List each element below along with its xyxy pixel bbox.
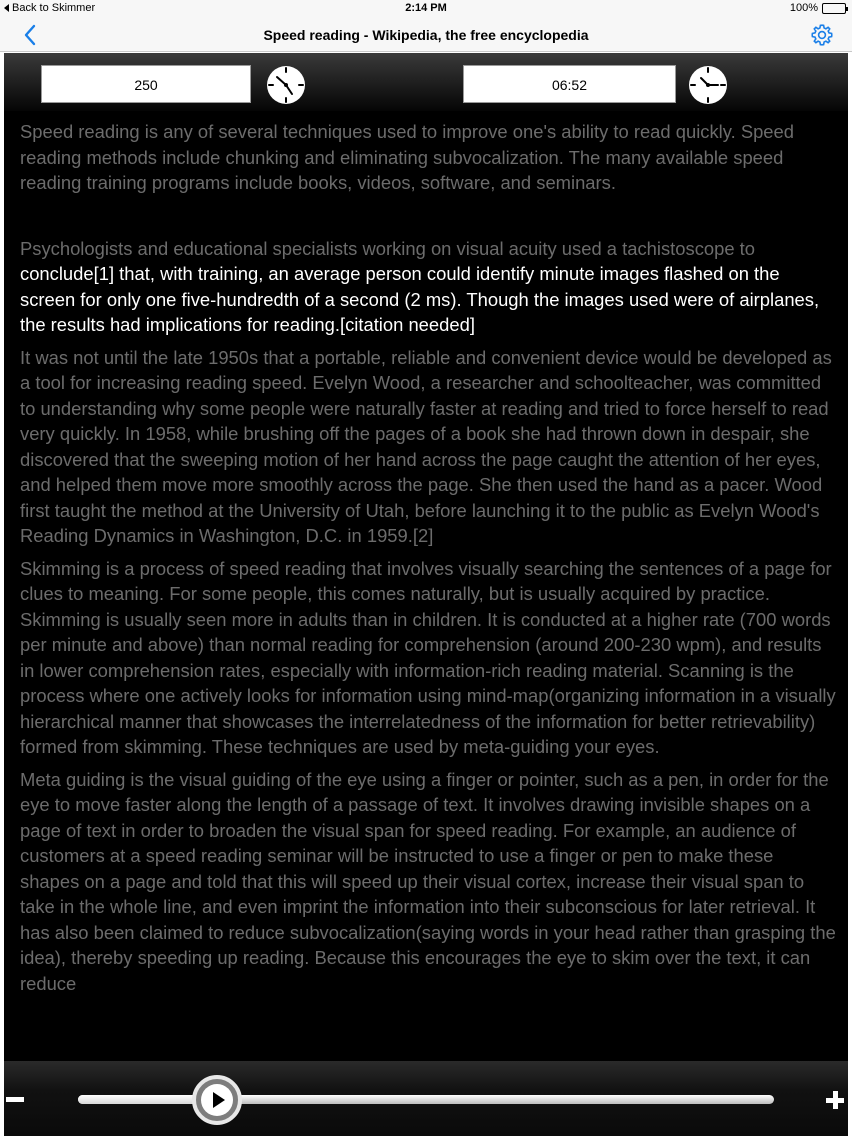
play-icon [213,1092,225,1108]
article-paragraph-5 [20,767,836,997]
reader-view [4,53,848,1061]
clock-icon [688,65,728,105]
play-button-inner [201,1084,233,1116]
article-text [20,119,836,1003]
current-reading-highlight: conclude[1] that, with training, an average person could identify minute images flashed on the screen for only one five-hundredth of a second (2 ms). Though the images used were of airplanes, the results had implications for reading.[citation needed] [20,263,820,335]
article-paragraph-4 [20,556,836,760]
battery-percent: 100% [789,2,818,14]
paragraph-text: Speed reading is any of several techniques used to improve one's ability to read quickly. Speed reading methods include chunking and eliminating subvocalization. The many available speed reading training programs include books, videos, software, and seminars. [20,121,794,193]
progress-slider[interactable] [78,1095,774,1104]
back-to-app-label: Back to Skimmer [12,2,96,14]
navigation-bar [0,18,852,52]
speed-clock-button[interactable] [266,65,306,105]
time-remaining-field[interactable]: 06:52 [463,65,676,103]
article-paragraph-3 [20,345,836,549]
status-time: 2:14 PM [405,2,447,14]
playback-bar [4,1061,848,1136]
article-paragraph-1 [20,119,836,196]
status-right [790,2,846,14]
timer-clock-button[interactable] [688,65,728,105]
paragraph-text: Skimming is a process of speed reading that involves visually searching the sentences of a page for clues to meaning. For some people, this comes naturally, but is usually acquired by practice. Skimming is usually seen more in adults than in children. It is conducted at a higher rate (700 words per minute and above) than normal reading for comprehension (around 200-230 wpm), and results in lower comprehension rates, especially with information-rich reading material. Scanning is the process where one actively looks for information using mind-map(organizing information in a visually hierarchical manner that showcases the interrelatedness of the information for better retrievability) formed from skimming. These techniques are used by meta-guiding your eyes. [20,557,836,757]
battery-icon [822,3,846,14]
words-per-minute-field[interactable]: 250 [41,65,251,103]
plus-icon[interactable] [826,1091,844,1109]
minus-icon[interactable] [6,1097,24,1102]
page-title: Speed reading - Wikipedia, the free encyclopedia [263,27,589,43]
paragraph-text: Psychologists and educational specialists working on visual acuity used a tachistoscope to [20,237,756,259]
play-button[interactable] [192,1075,242,1125]
paragraph-text: It was not until the late 1950s that a portable, reliable and convenient device would be developed as a tool for increasing reading speed. Evelyn Wood, a researcher and schoolteacher, was committed to understanding why some people were naturally faster at reading and tried to force herself to read very quickly. In 1958, while brushing off the pages of a book she had thrown down in despair, she discovered that the sweeping motion of her hand across the page caught the attention of her eyes, and helped them move more smoothly across the page. She then used the hand as a pacer. Wood first taught the method at the University of Utah, before launching it to the public as Evelyn Wood's Reading Dynamics in Washington, D.C. in 1959.[2] [20,346,832,546]
gear-icon [810,23,834,47]
paragraph-text: Meta guiding is the visual guiding of the eye using a finger or pointer, such as a pen, in order for the eye to move faster along the length of a passage of text. It involves drawing invisible shapes on a page of text in order to broaden the visual span for speed reading. For example, an audience of customers at a speed reading seminar will be instructed to use a finger or pen to make these shapes on a page and told that this will speed up their visual cortex, increase their visual span to take in the whole line, and even imprint the information into their subconscious for later retrieval. It has also been claimed to reduce subvocalization(saying words in your head rather than grasping the idea), thereby speeding up reading. Because this encourages the eye to skim over the text, it can reduce [20,768,836,994]
reader-controls [4,53,848,111]
stopwatch-icon [266,65,306,105]
article-paragraph-2 [20,236,836,338]
status-bar [0,0,852,18]
settings-button[interactable] [810,23,834,47]
